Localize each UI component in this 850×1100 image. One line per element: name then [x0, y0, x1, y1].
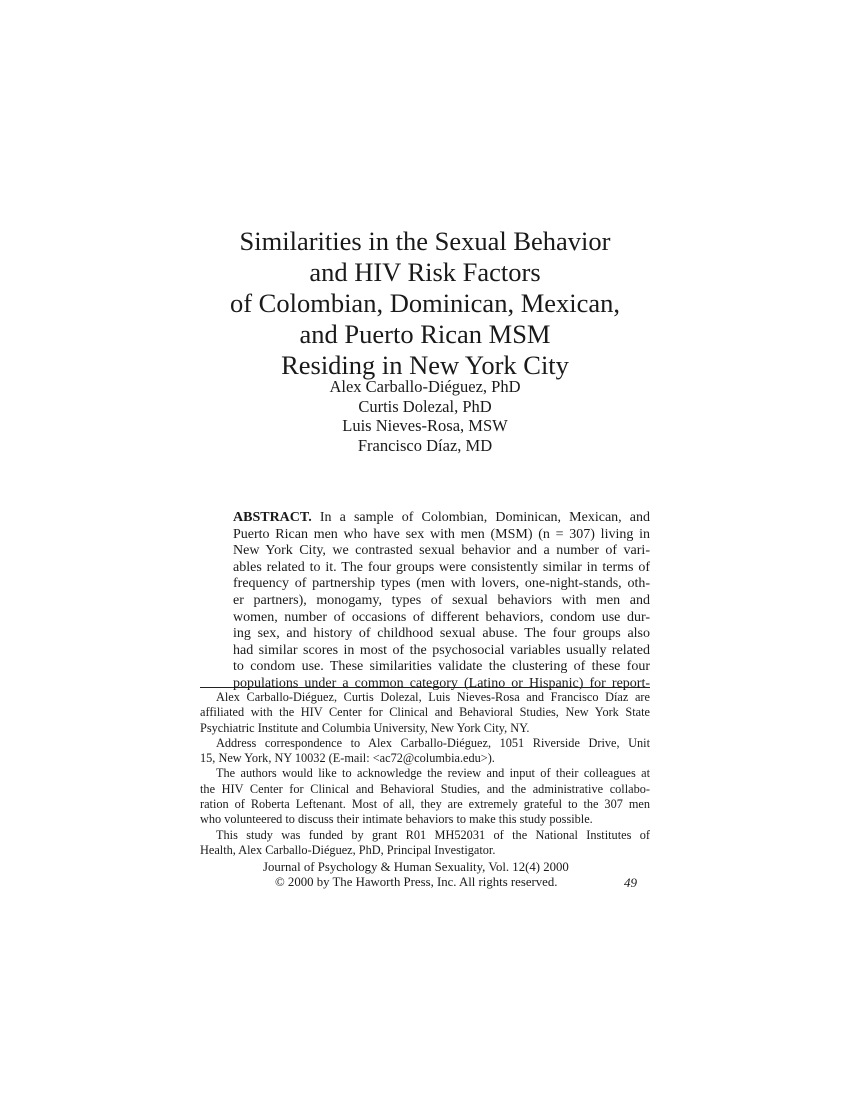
abstract-line: to condom use. These similarities validate the clustering of these four	[233, 659, 650, 675]
title-line: Residing in New York City	[281, 350, 569, 380]
copyright-notice: © 2000 by The Haworth Press, Inc. All rights reserved.	[275, 875, 558, 889]
abstract-line: er partners), monogamy, types of sexual behaviors with men and	[233, 592, 650, 608]
journal-citation: Journal of Psychology & Human Sexuality, Vol. 12(4) 2000	[263, 860, 569, 874]
footnote-line: who volunteered to discuss their intimate behaviors to make this study possible.	[200, 812, 593, 827]
footnote-line: Health, Alex Carballo-Diéguez, PhD, Principal Investigator.	[200, 842, 496, 857]
author-name: Alex Carballo-Diéguez, PhD	[329, 377, 521, 396]
author-name: Curtis Dolezal, PhD	[358, 396, 492, 416]
abstract-line: New York City, we contrasted sexual behavior and a number of vari-	[233, 543, 650, 559]
title-line: Similarities in the Sexual Behavior	[239, 226, 611, 256]
footnote-line: The authors would like to acknowledge the review and input of their colleagues at	[216, 766, 650, 781]
abstract-line: populations under a common category (Latino or Hispanic) for report-	[233, 675, 650, 691]
abstract-line: women, number of occasions of different behaviors, condom use dur-	[233, 609, 650, 625]
title-line: and HIV Risk Factors	[309, 257, 541, 287]
footnote-line: ration of Roberta Leftenant. Most of all, they are extremely grateful to the 307 men	[200, 797, 650, 812]
abstract-heading: ABSTRACT.	[233, 510, 312, 525]
author-list	[200, 377, 650, 455]
footnote-line: This study was funded by grant R01 MH52031 of the National Institutes of	[216, 827, 650, 842]
author-name: Francisco Díaz, MD	[357, 435, 493, 455]
abstract-line: ables related to it. The four groups were consistently similar in terms of	[233, 559, 650, 575]
footnote-line: Address correspondence to Alex Carballo-Diéguez, 1051 Riverside Drive, Unit	[216, 735, 650, 750]
footnote-line: 15, New York, NY 10032 (E-mail: <ac72@columbia.edu>).	[200, 751, 495, 766]
title-line: of Colombian, Dominican, Mexican,	[229, 288, 621, 318]
footnote-line: Psychiatric Institute and Columbia University, New York City, NY.	[200, 720, 530, 735]
abstract-line: frequency of partnership types (men with lovers, one-night-stands, oth-	[233, 576, 650, 592]
author-footnotes	[200, 690, 650, 858]
abstract	[233, 510, 650, 693]
abstract-line	[233, 510, 650, 527]
abstract-line: Puerto Rican men who have sex with men (MSM) (n = 307) living in	[233, 526, 650, 542]
footnote-line: the HIV Center for Clinical and Behavioral Studies, and the administrative collabo-	[200, 781, 650, 796]
paper-title	[200, 226, 650, 381]
abstract-line: ing sex, and history of childhood sexual abuse. The four groups also	[233, 626, 650, 642]
title-line: and Puerto Rican MSM	[299, 319, 551, 349]
abstract-text: In a sample of Colombian, Dominican, Mexican, and	[311, 510, 650, 525]
author-name: Luis Nieves-Rosa, MSW	[342, 416, 508, 435]
footnote-line: affiliated with the HIV Center for Clinical and Behavioral Studies, New York State	[200, 705, 650, 720]
abstract-line: had similar scores in most of the psychosocial variables usually related	[233, 642, 650, 658]
footnote-divider	[200, 687, 650, 688]
page-number: 49	[624, 875, 637, 890]
footnote-line: Alex Carballo-Diéguez, Curtis Dolezal, Luis Nieves-Rosa and Francisco Díaz are	[216, 690, 650, 704]
